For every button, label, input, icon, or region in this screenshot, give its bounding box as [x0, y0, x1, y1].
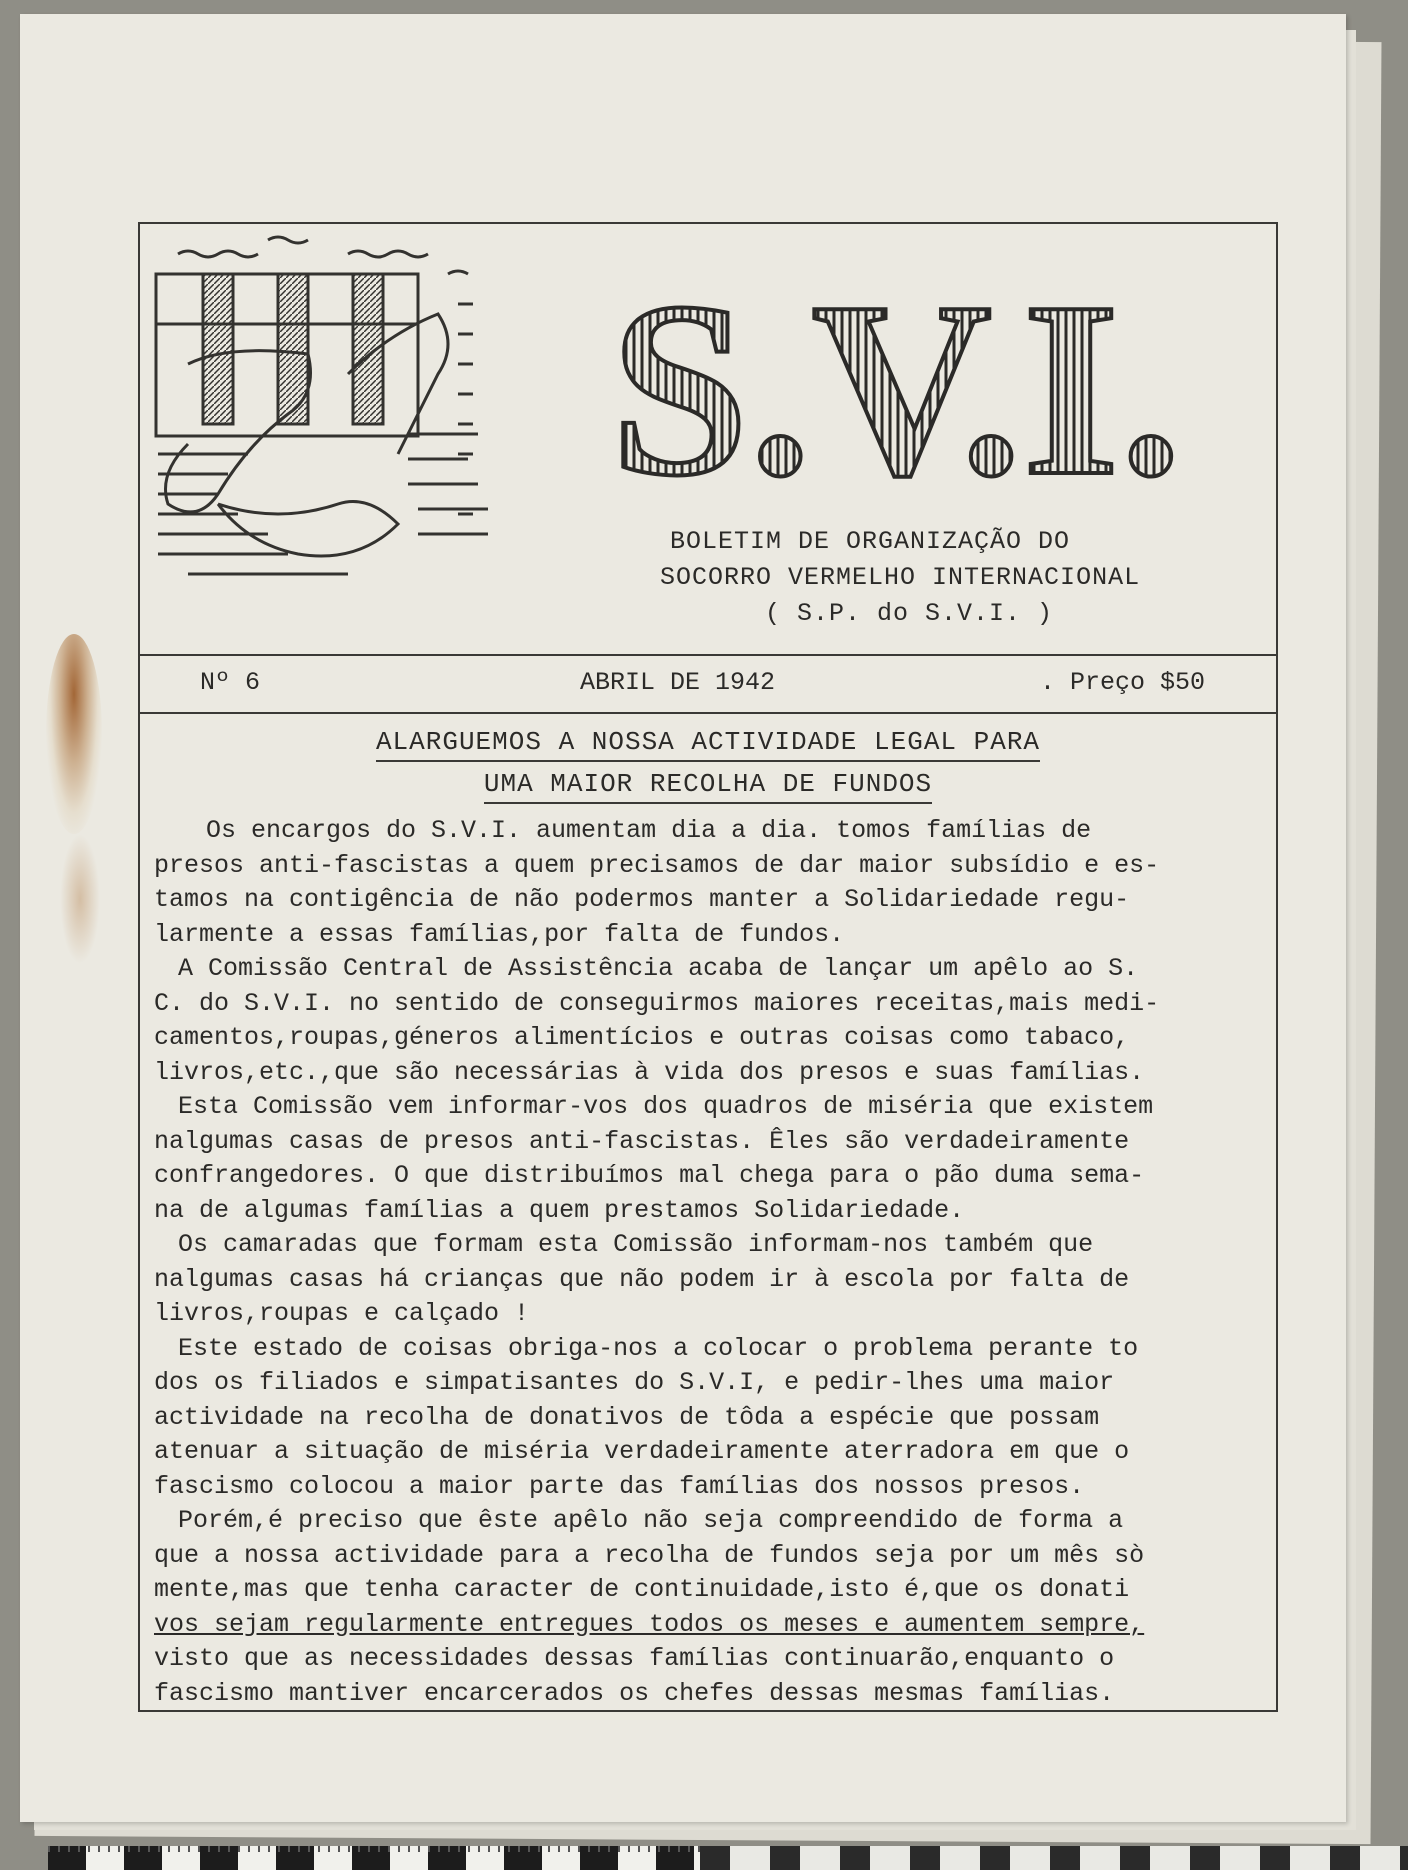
bulletin-frame — [138, 222, 1278, 1712]
article-headline — [140, 724, 1276, 808]
body-line: fascismo colocou a maior parte das famílias dos nossos presos. — [154, 1471, 1085, 1501]
body-line: Porém,é preciso que êste apêlo não seja compreendido de forma a — [178, 1506, 1124, 1535]
body-line: larmente a essas famílias,por falta de fundos. — [154, 919, 845, 949]
subtitle-line: BOLETIM DE ORGANIZAÇÃO DO — [670, 527, 1071, 556]
body-line: nalgumas casas há crianças que não podem ir à escola por falta de — [154, 1264, 1130, 1294]
body-line: Os encargos do S.V.I. aumentam dia a dia. tomos famílias de — [206, 816, 1092, 845]
body-line: Esta Comissão vem informar-vos dos quadros de miséria que existem — [178, 1092, 1154, 1121]
article-body — [154, 814, 1264, 1711]
body-line: presos anti-fascistas a quem precisamos de dar maior subsídio e es- — [154, 850, 1160, 880]
body-line: Este estado de coisas obriga-nos a colocar o problema perante to — [178, 1333, 1139, 1363]
color-scale-bar — [700, 1846, 1408, 1870]
issue-number: Nº 6 — [200, 668, 261, 697]
masthead-subtitle — [660, 524, 1260, 632]
body-line: que a nossa actividade para a recolha de fundos seja por um mês sò — [154, 1540, 1145, 1570]
headline-line: UMA MAIOR RECOLHA DE FUNDOS — [484, 766, 932, 804]
body-line: C. do S.V.I. no sentido de conseguirmos maiores receitas,mais medi- — [154, 988, 1160, 1018]
body-line: visto que as necessidades dessas famílias continuarão,enquanto o — [154, 1644, 1115, 1673]
body-line: camentos,roupas,géneros alimentícios e outras coisas como tabaco, — [154, 1023, 1130, 1052]
body-line: livros,etc.,que são necessárias à vida dos presos e suas famílias. — [154, 1057, 1145, 1087]
body-line: livros,roupas e calçado ! — [154, 1299, 530, 1328]
issue-date: ABRIL DE 1942 — [580, 668, 776, 697]
body-line: tamos na contigência de não podermos manter a Solidariedade regu- — [154, 885, 1130, 914]
issue-price: . Preço $50 — [1040, 668, 1206, 697]
logo-text: S.V.I. — [610, 251, 1183, 528]
body-line: atenuar a situação de miséria verdadeiramente aterradora em que o — [154, 1437, 1130, 1466]
color-scale-bar — [48, 1846, 728, 1870]
svi-logo — [600, 251, 1183, 528]
rust-stain — [60, 834, 100, 964]
rust-stain — [46, 634, 102, 834]
body-line: actividade na recolha de donativos de tôda a espécie que possam — [154, 1402, 1100, 1432]
body-line: A Comissão Central de Assistência acaba de lançar um apêlo ao S. — [178, 954, 1139, 983]
body-line: confrangedores. O que distribuímos mal chega para o pão duma sema- — [154, 1161, 1145, 1190]
subtitle-line: ( S.P. do S.V.I. ) — [765, 599, 1054, 628]
document-page — [20, 14, 1346, 1822]
body-line: Os camaradas que formam esta Comissão informam-nos também que — [178, 1230, 1094, 1259]
headline-line: ALARGUEMOS A NOSSA ACTIVIDADE LEGAL PARA — [376, 724, 1040, 762]
body-line: nalgumas casas de presos anti-fascistas. Êles são verdadeiramente — [154, 1126, 1130, 1156]
body-line: mente,mas que tenha caracter de continuidade,isto é,que os donati — [154, 1575, 1130, 1604]
body-line: vos sejam regularmente entregues todos os meses e aumentem sempre, — [154, 1609, 1145, 1639]
masthead — [140, 224, 1276, 654]
body-line: fascismo mantiver encarcerados os chefes dessas mesmas famílias. — [154, 1678, 1115, 1708]
issue-info-bar — [140, 654, 1276, 714]
body-line: dos os filiados e simpatisantes do S.V.I, e pedir-lhes uma maior — [154, 1368, 1115, 1397]
prison-bars-hands-illustration — [148, 254, 648, 654]
subtitle-line: SOCORRO VERMELHO INTERNACIONAL — [660, 563, 1141, 592]
body-line: na de algumas famílias a quem prestamos Solidariedade. — [154, 1195, 965, 1225]
